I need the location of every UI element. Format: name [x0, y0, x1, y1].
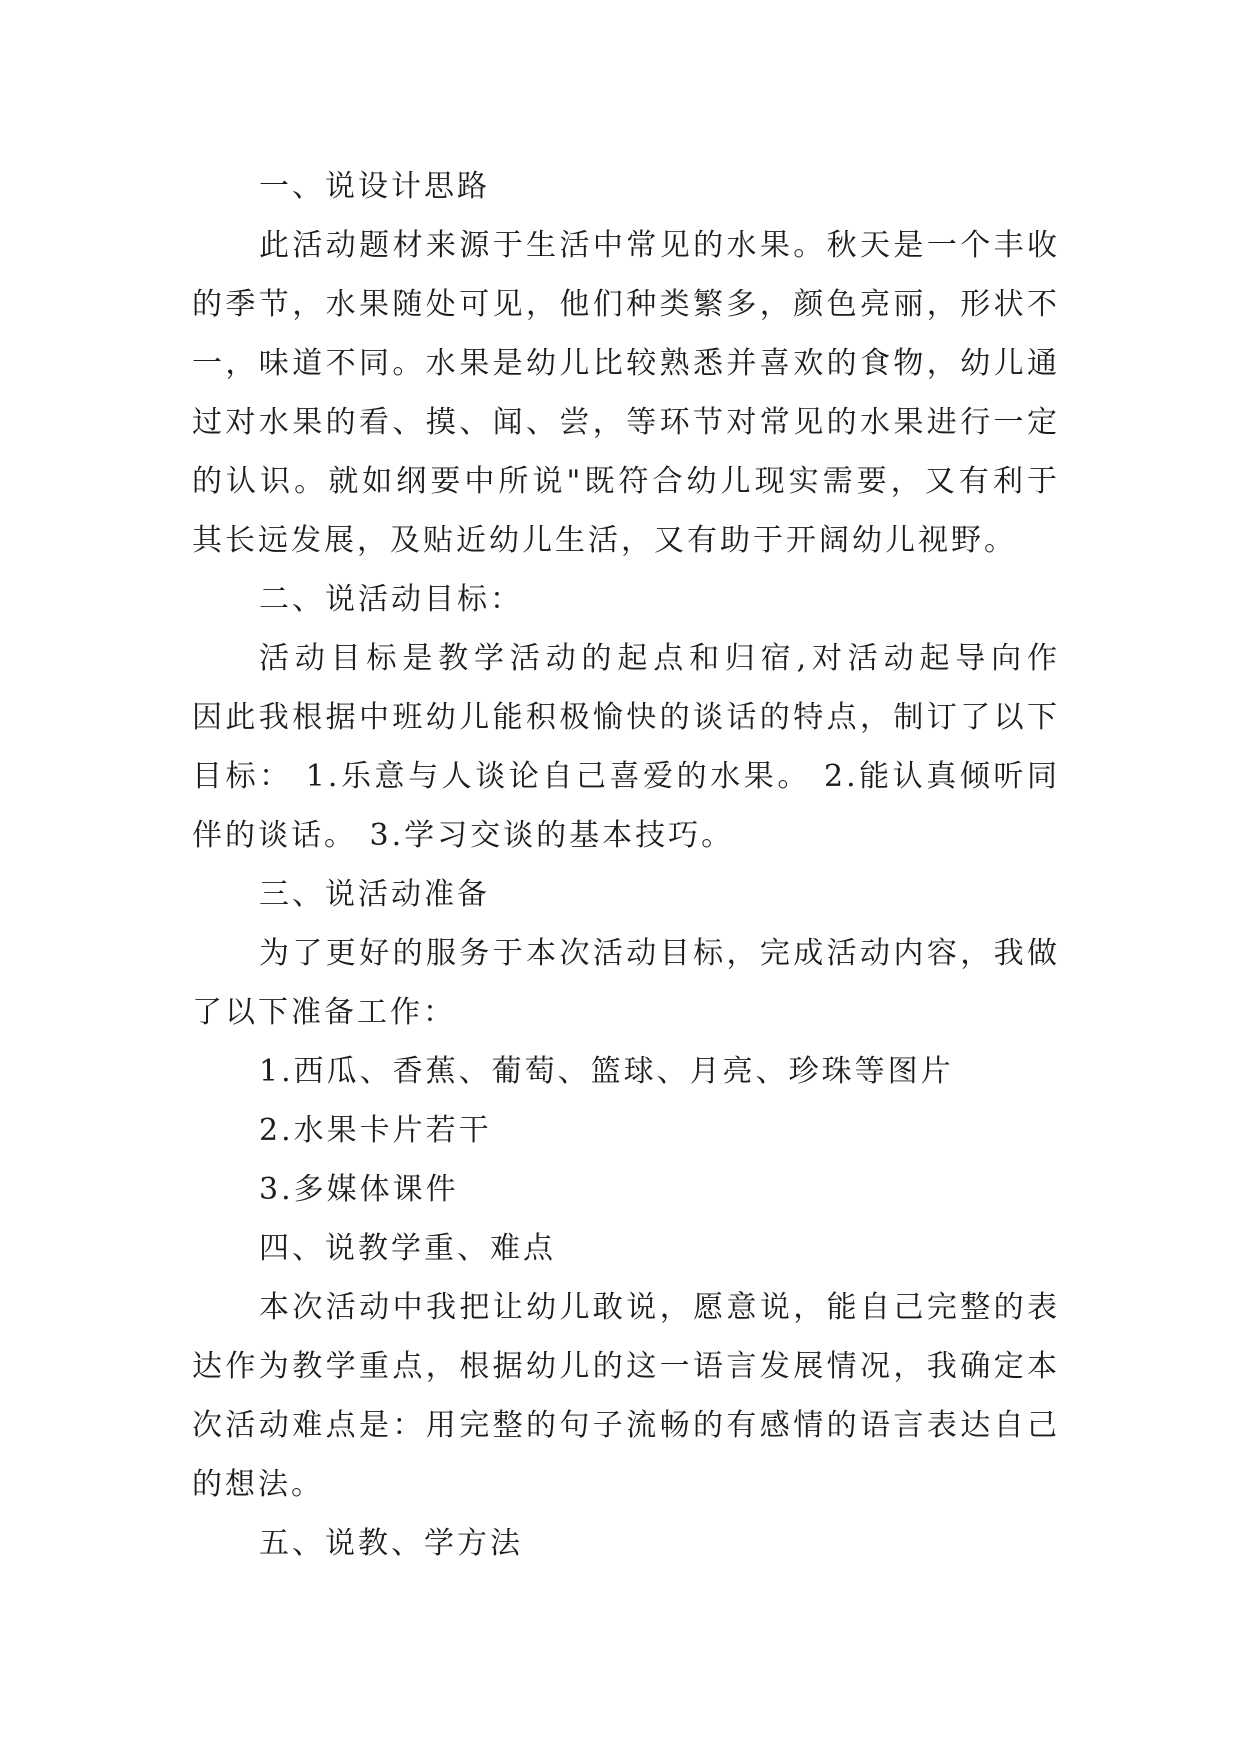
paragraph-line: 伴的谈话。 3.学习交谈的基本技巧。	[192, 818, 735, 853]
list-item: 3.多媒体课件	[259, 1172, 459, 1207]
section-heading: 四、说教学重、难点	[259, 1231, 556, 1266]
paragraph-line: 了以下准备工作：	[192, 995, 456, 1030]
section-activity-preparation	[192, 865, 1060, 1219]
section-heading: 五、说教、学方法	[259, 1526, 523, 1561]
paragraph-line: 次活动难点是：用完整的句子流畅的有感情的语言表达自己	[192, 1408, 1060, 1443]
paragraph-line: 的认识。就如纲要中所说"既符合幼儿现实需要，又有利于	[192, 464, 1060, 499]
paragraph-line: 本次活动中我把让幼儿敢说，愿意说，能自己完整的表	[259, 1290, 1060, 1325]
list-item: 2.水果卡片若干	[259, 1113, 492, 1148]
paragraph-line: 过对水果的看、摸、闻、尝，等环节对常见的水果进行一定	[192, 405, 1060, 440]
paragraph-line: 为了更好的服务于本次活动目标，完成活动内容，我做	[259, 936, 1060, 971]
section-key-difficult-points	[192, 1219, 1060, 1514]
paragraph-line: 的季节，水果随处可见，他们种类繁多，颜色亮丽，形状不	[192, 287, 1060, 322]
section-design-idea	[192, 157, 1060, 570]
list-item: 1.西瓜、香蕉、葡萄、篮球、月亮、珍珠等图片	[259, 1054, 954, 1089]
section-teaching-methods	[192, 1514, 1060, 1573]
section-heading: 二、说活动目标：	[259, 582, 523, 617]
paragraph-line: 一，味道不同。水果是幼儿比较熟悉并喜欢的食物，幼儿通	[192, 346, 1060, 381]
paragraph-line: 达作为教学重点，根据幼儿的这一语言发展情况，我确定本	[192, 1349, 1060, 1384]
paragraph-line: 活动目标是教学活动的起点和归宿,对活动起导向作	[259, 641, 1060, 676]
section-heading: 三、说活动准备	[259, 877, 490, 912]
section-heading: 一、说设计思路	[259, 169, 490, 204]
document-body	[192, 157, 1060, 1573]
paragraph-line: 此活动题材来源于生活中常见的水果。秋天是一个丰收	[259, 228, 1060, 263]
paragraph-line: 其长远发展，及贴近幼儿生活，又有助于开阔幼儿视野。	[192, 523, 1017, 558]
paragraph-line: 的想法。	[192, 1467, 324, 1502]
section-activity-goals	[192, 570, 1060, 865]
paragraph-line: 因此我根据中班幼儿能积极愉快的谈话的特点，制订了以下	[192, 700, 1060, 735]
paragraph-line: 目标： 1.乐意与人谈论自己喜爱的水果。 2.能认真倾听同	[192, 759, 1060, 794]
